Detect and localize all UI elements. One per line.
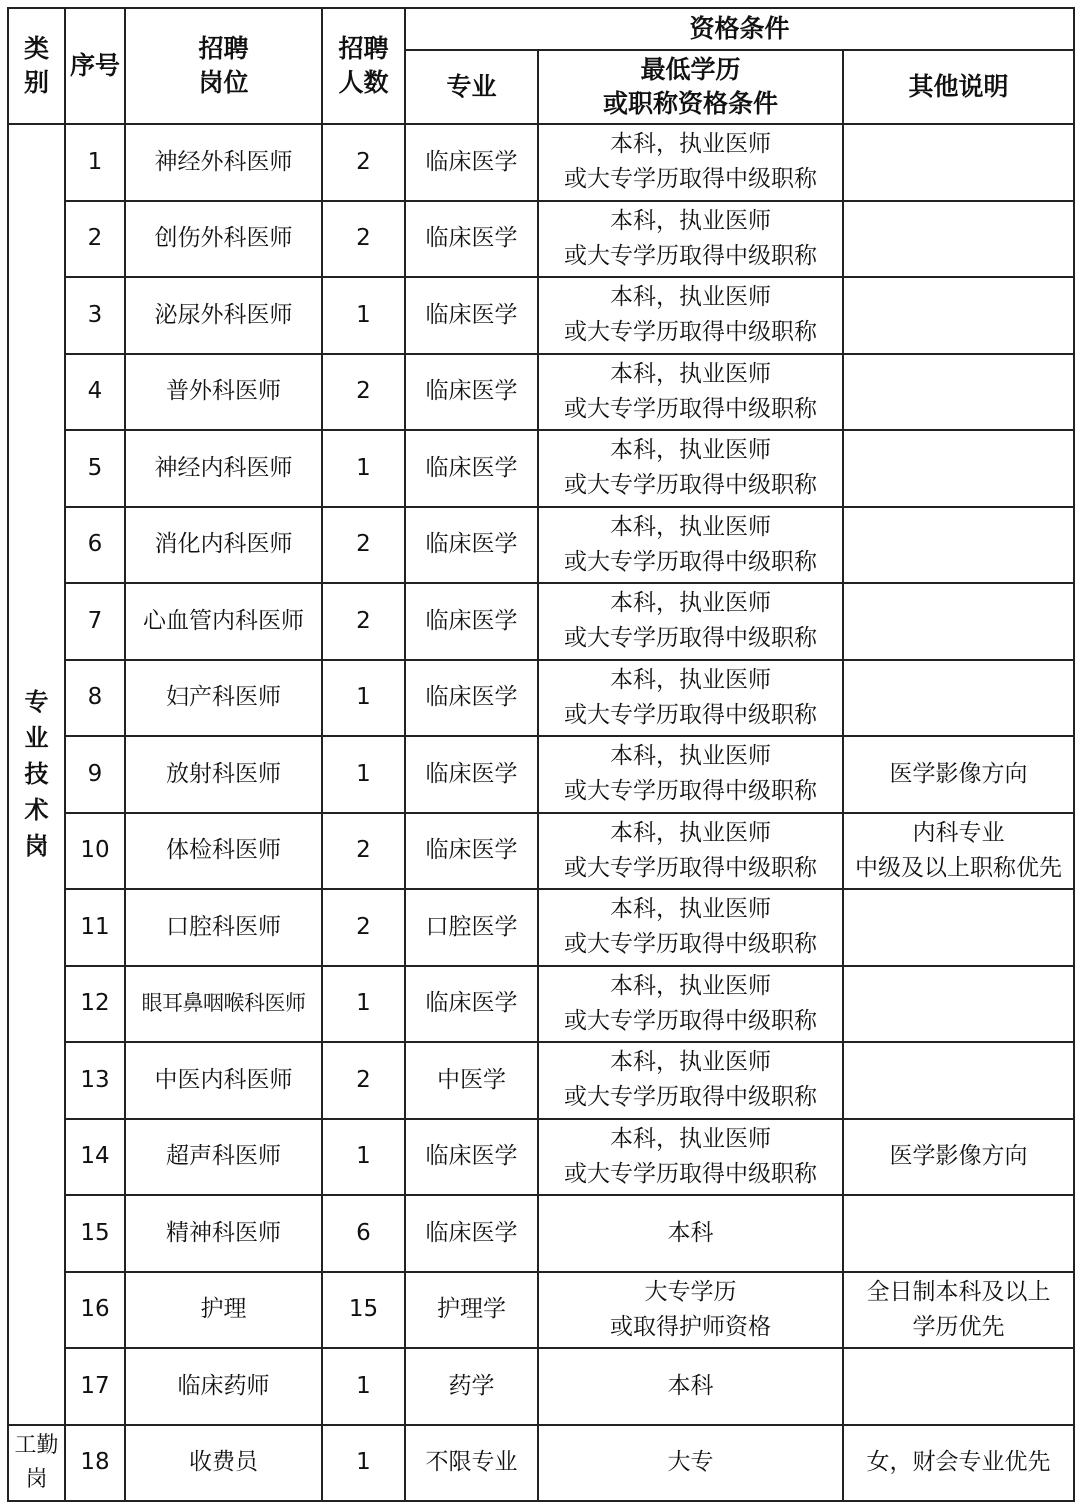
cell-position: 消化内科医师 [125,507,322,584]
table-row [8,1425,1074,1502]
cell-seq: 3 [65,277,125,354]
cell-count: 2 [322,124,405,201]
cell-seq: 10 [65,813,125,890]
cell-position: 普外科医师 [125,354,322,431]
header-major: 专业 [405,50,538,124]
table-row [8,1348,1074,1425]
cell-education: 本科，执业医师 或大专学历取得中级职称 [538,1042,843,1119]
cell-major: 临床医学 [405,1119,538,1196]
cell-seq: 17 [65,1348,125,1425]
cell-seq: 6 [65,507,125,584]
cell-position: 临床药师 [125,1348,322,1425]
cell-position: 创伤外科医师 [125,201,322,278]
cell-major: 临床医学 [405,966,538,1043]
cell-major: 护理学 [405,1272,538,1349]
cell-seq: 2 [65,201,125,278]
cell-position: 放射科医师 [125,736,322,813]
cell-seq: 1 [65,124,125,201]
cell-education: 本科，执业医师 或大专学历取得中级职称 [538,354,843,431]
cell-seq: 15 [65,1195,125,1272]
table-row [8,889,1074,966]
recruitment-table [7,7,1075,1502]
table-row [8,354,1074,431]
cell-notes [843,430,1074,507]
cell-position: 精神科医师 [125,1195,322,1272]
cell-major: 临床医学 [405,354,538,431]
cell-position: 妇产科医师 [125,660,322,737]
cell-notes: 医学影像方向 [843,736,1074,813]
cell-position: 中医内科医师 [125,1042,322,1119]
cell-count: 1 [322,277,405,354]
header-seq: 序号 [65,8,125,124]
cell-position: 心血管内科医师 [125,583,322,660]
cell-seq: 12 [65,966,125,1043]
cell-education: 本科，执业医师 或大专学历取得中级职称 [538,430,843,507]
cell-seq: 8 [65,660,125,737]
cell-seq: 18 [65,1425,125,1502]
cell-education: 本科，执业医师 或大专学历取得中级职称 [538,277,843,354]
cell-major: 药学 [405,1348,538,1425]
table-row [8,430,1074,507]
cell-notes [843,201,1074,278]
cell-major: 临床医学 [405,1195,538,1272]
cell-notes: 医学影像方向 [843,1119,1074,1196]
cell-major: 临床医学 [405,124,538,201]
cell-major: 临床医学 [405,507,538,584]
cell-notes [843,889,1074,966]
cell-count: 2 [322,201,405,278]
cell-major: 临床医学 [405,201,538,278]
cell-position: 眼耳鼻咽喉科医师 [125,966,322,1043]
table-row [8,1195,1074,1272]
cell-education: 大专学历 或取得护师资格 [538,1272,843,1349]
table-row [8,1119,1074,1196]
cell-education: 本科 [538,1348,843,1425]
table-row [8,277,1074,354]
cell-education: 大专 [538,1425,843,1502]
header-position: 招聘 岗位 [125,8,322,124]
cell-notes [843,1348,1074,1425]
cell-count: 2 [322,1042,405,1119]
cell-seq: 11 [65,889,125,966]
cell-education: 本科，执业医师 或大专学历取得中级职称 [538,507,843,584]
cell-count: 15 [322,1272,405,1349]
cell-education: 本科，执业医师 或大专学历取得中级职称 [538,583,843,660]
header-notes: 其他说明 [843,50,1074,124]
cell-count: 2 [322,354,405,431]
cell-position: 泌尿外科医师 [125,277,322,354]
cell-position: 收费员 [125,1425,322,1502]
cell-education: 本科，执业医师 或大专学历取得中级职称 [538,736,843,813]
table-row [8,583,1074,660]
cell-position: 神经外科医师 [125,124,322,201]
table-row [8,1272,1074,1349]
cell-count: 1 [322,660,405,737]
cell-education: 本科，执业医师 或大专学历取得中级职称 [538,660,843,737]
cell-position: 口腔科医师 [125,889,322,966]
table-body [8,124,1074,1501]
cell-notes [843,1042,1074,1119]
cell-notes: 全日制本科及以上 学历优先 [843,1272,1074,1349]
cell-notes [843,1195,1074,1272]
cell-seq: 7 [65,583,125,660]
table-row [8,124,1074,201]
cell-notes [843,583,1074,660]
cell-education: 本科，执业医师 或大专学历取得中级职称 [538,124,843,201]
cell-count: 2 [322,813,405,890]
cell-position: 体检科医师 [125,813,322,890]
cell-count: 1 [322,430,405,507]
cell-notes: 女，财会专业优先 [843,1425,1074,1502]
table-row [8,966,1074,1043]
table-row [8,201,1074,278]
table-row [8,507,1074,584]
cell-position: 超声科医师 [125,1119,322,1196]
header-education: 最低学历 或职称资格条件 [538,50,843,124]
cell-major: 不限专业 [405,1425,538,1502]
cell-notes: 内科专业 中级及以上职称优先 [843,813,1074,890]
cell-education: 本科，执业医师 或大专学历取得中级职称 [538,1119,843,1196]
cell-notes [843,660,1074,737]
cell-count: 6 [322,1195,405,1272]
cell-education: 本科 [538,1195,843,1272]
cell-count: 1 [322,966,405,1043]
table-row [8,736,1074,813]
cell-seq: 13 [65,1042,125,1119]
cell-major: 中医学 [405,1042,538,1119]
cell-major: 口腔医学 [405,889,538,966]
cell-notes [843,277,1074,354]
cell-count: 2 [322,889,405,966]
header-count: 招聘 人数 [322,8,405,124]
cell-seq: 5 [65,430,125,507]
table-row [8,660,1074,737]
cell-major: 临床医学 [405,430,538,507]
cell-count: 1 [322,1119,405,1196]
cell-notes [843,966,1074,1043]
cell-notes [843,354,1074,431]
cell-major: 临床医学 [405,660,538,737]
cell-education: 本科，执业医师 或大专学历取得中级职称 [538,889,843,966]
cell-education: 本科，执业医师 或大专学历取得中级职称 [538,813,843,890]
header-category: 类 别 [8,8,65,124]
cell-seq: 4 [65,354,125,431]
cell-education: 本科，执业医师 或大专学历取得中级职称 [538,966,843,1043]
cell-education: 本科，执业医师 或大专学历取得中级职称 [538,201,843,278]
cell-major: 临床医学 [405,583,538,660]
cell-seq: 14 [65,1119,125,1196]
table-row [8,1042,1074,1119]
cell-count: 2 [322,583,405,660]
category-service: 工勤 岗 [8,1425,65,1502]
cell-count: 2 [322,507,405,584]
cell-seq: 9 [65,736,125,813]
cell-seq: 16 [65,1272,125,1349]
table-row [8,813,1074,890]
cell-position: 神经内科医师 [125,430,322,507]
cell-major: 临床医学 [405,277,538,354]
category-technical: 专 业 技 术 岗 [8,124,65,1425]
header-qualifications: 资格条件 [405,8,1074,50]
cell-major: 临床医学 [405,813,538,890]
cell-count: 1 [322,736,405,813]
cell-major: 临床医学 [405,736,538,813]
cell-notes [843,124,1074,201]
cell-count: 1 [322,1348,405,1425]
cell-count: 1 [322,1425,405,1502]
cell-position: 护理 [125,1272,322,1349]
cell-notes [843,507,1074,584]
